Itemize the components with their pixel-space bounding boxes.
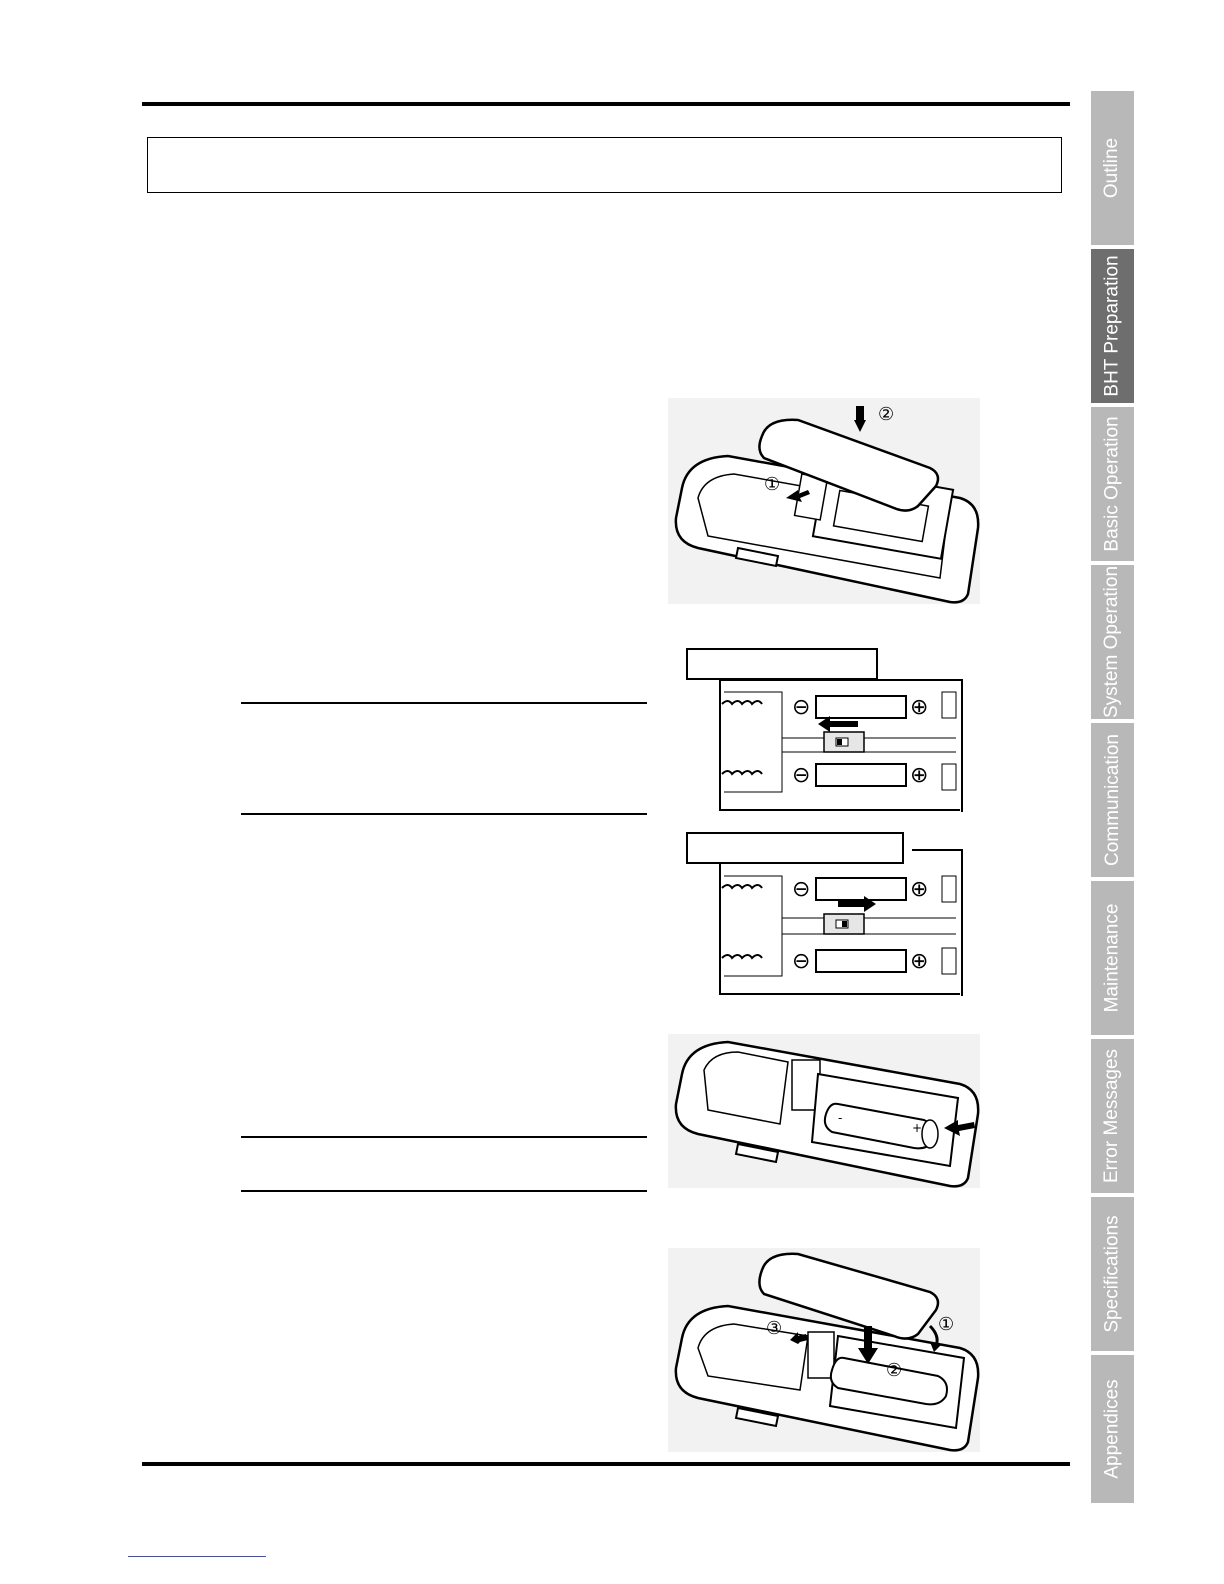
footer-link-underline — [128, 1556, 266, 1557]
tab-bht-preparation[interactable] — [1091, 249, 1134, 403]
tab-specifications-label: Specifications — [1101, 1215, 1123, 1333]
header-rule — [142, 102, 1070, 106]
battery-bottom-minus: ⊖ — [792, 949, 811, 974]
note-rule-2-top — [241, 1136, 647, 1138]
tab-system-operation-label: System Operation — [1101, 565, 1123, 719]
tab-appendices[interactable] — [1091, 1355, 1134, 1503]
tab-outline[interactable] — [1091, 91, 1134, 245]
step1-marker: ① — [764, 474, 781, 495]
tab-communication-label: Communication — [1101, 734, 1123, 866]
battery-top-minus: ⊖ — [792, 877, 811, 902]
tab-basic-operation-label: Basic Operation — [1101, 416, 1123, 552]
tab-maintenance[interactable] — [1091, 881, 1134, 1035]
note-rule-2-bottom — [241, 1190, 647, 1192]
note-rule-1-bottom — [241, 813, 647, 815]
footer-rule — [142, 1462, 1070, 1466]
step2-marker: ② — [886, 1360, 903, 1381]
tab-error-messages-label: Error Messages — [1101, 1048, 1123, 1184]
tab-system-operation[interactable] — [1091, 565, 1134, 719]
battery-bottom-plus: ⊕ — [910, 949, 929, 974]
battery-top-plus: ⊕ — [910, 877, 929, 902]
step1-marker: ① — [938, 1314, 955, 1335]
step2-marker: ② — [878, 404, 895, 425]
insert-battery-illustration — [668, 1034, 980, 1188]
step3-marker: ③ — [766, 1318, 783, 1339]
tab-maintenance-label: Maintenance — [1101, 903, 1123, 1013]
battery-bottom-plus: ⊕ — [910, 763, 929, 788]
replace-cover-illustration — [668, 1248, 980, 1452]
note-rule-1-top — [241, 702, 647, 704]
tab-error-messages[interactable] — [1091, 1039, 1134, 1193]
battery-top-plus: ⊕ — [910, 695, 929, 720]
switch-left-illustration — [712, 662, 968, 814]
remove-cover-illustration — [668, 398, 980, 604]
switch-right-illustration — [712, 846, 968, 998]
tab-appendices-label: Appendices — [1101, 1379, 1123, 1479]
battery-plus-mark: + — [912, 1121, 923, 1135]
tab-communication[interactable] — [1091, 723, 1134, 877]
battery-top-minus: ⊖ — [792, 695, 811, 720]
tab-specifications[interactable] — [1091, 1197, 1134, 1351]
section-heading-box — [147, 137, 1062, 193]
tab-basic-operation[interactable] — [1091, 407, 1134, 561]
battery-minus-mark: - — [838, 1111, 843, 1125]
battery-bottom-minus: ⊖ — [792, 763, 811, 788]
tab-outline-label: Outline — [1101, 137, 1123, 199]
tab-bht-preparation-label: BHT Preparation — [1101, 255, 1123, 397]
